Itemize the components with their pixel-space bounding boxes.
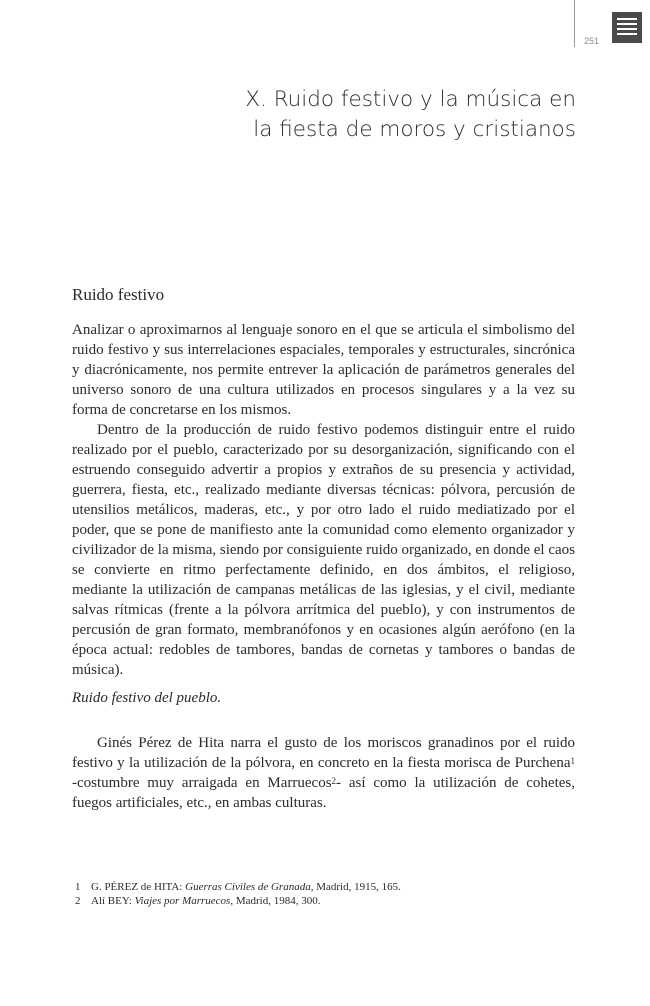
header-divider — [574, 0, 575, 47]
body-text-block-2 — [72, 733, 575, 813]
paragraph-3-part-1: Ginés Pérez de Hita narra el gusto de los moriscos granadinos por el ruido festivo y la utilización de la pólvora, en concreto en la fiesta morisca de Purchena — [72, 735, 575, 771]
body-text-block-1 — [72, 320, 575, 680]
footnote-ref-1[interactable]: 1 — [570, 756, 575, 766]
menu-icon[interactable] — [612, 12, 642, 43]
footnote-1 — [75, 880, 401, 894]
chapter-title-line-1: X. Ruido festivo y la música en — [245, 87, 576, 112]
footnote-2-work: Viajes por Marruecos, — [134, 895, 234, 907]
footnote-1-number: 1 — [75, 881, 81, 893]
chapter-title-line-2: la fiesta de moros y cristianos — [253, 117, 576, 142]
footnote-1-author: G. PÉREZ de HITA: — [91, 881, 186, 893]
paragraph-3-part-3: - así como la utilización de cohetes, fuegos artificiales, etc., en ambas culturas. — [72, 775, 575, 811]
footnote-1-rest: Madrid, 1915, 165. — [313, 881, 401, 893]
paragraph-3-part-2: -costumbre muy arraigada en Marruecos — [72, 775, 332, 791]
footnote-ref-2[interactable]: 2 — [331, 776, 337, 786]
footnote-2-author: Alí BEY: — [91, 895, 135, 907]
subheading: Ruido festivo del pueblo. — [72, 690, 222, 706]
chapter-title — [176, 85, 576, 145]
section-heading: Ruido festivo — [72, 285, 165, 304]
paragraph-3 — [72, 733, 575, 813]
footnote-1-work: Guerras Civiles de Granada, — [185, 881, 314, 893]
paragraph-1: Analizar o aproximarnos al lenguaje sonoro en el que se articula el simbolismo del ruido festivo y sus interrelaciones espaciales, temporales y estructurales, sincrónica y diacrónicamente, nos permite entrever la aplicación de parámetros generales del universo sonoro de una cultura utilizados en procesos singulares y a la vez su forma de concretarse en los mismos. — [72, 322, 575, 418]
paragraph-2: Dentro de la producción de ruido festivo podemos distinguir entre el ruido realizado por el pueblo, caracterizado por su desorganización, significando con el estruendo conseguido advertir a propios y extraños de su presencia y actividad, guerrera, fiesta, etc., realizado mediante diversas técnicas: pólvora, percusión de utensilios metálicos, maderas, etc., y por otro lado el ruido mediatizado por el poder, que se pone de manifiesto ante la comunidad como elemento organizador y civilizador de la misma, siendo por consiguiente ruido organizado, en donde el caos se convierte en ritmo perfectamente definido, en dos ámbitos, el religioso, mediante la utilización de campanas metálicas de las iglesias, y el civil, mediante salvas rítmicas (frente a la pólvora arrítmica del pueblo), y con instrumentos de percusión de gran formato, membranófonos y en ocasiones algún aerófono (en la época actual: redobles de tambores, bandas de cornetas y tambores o bandas de música). — [72, 422, 575, 678]
footnote-2-rest: Madrid, 1984, 300. — [233, 895, 321, 907]
page-number: 251 — [584, 36, 600, 46]
footnote-2-number: 2 — [75, 895, 81, 907]
footnote-2 — [75, 894, 320, 908]
